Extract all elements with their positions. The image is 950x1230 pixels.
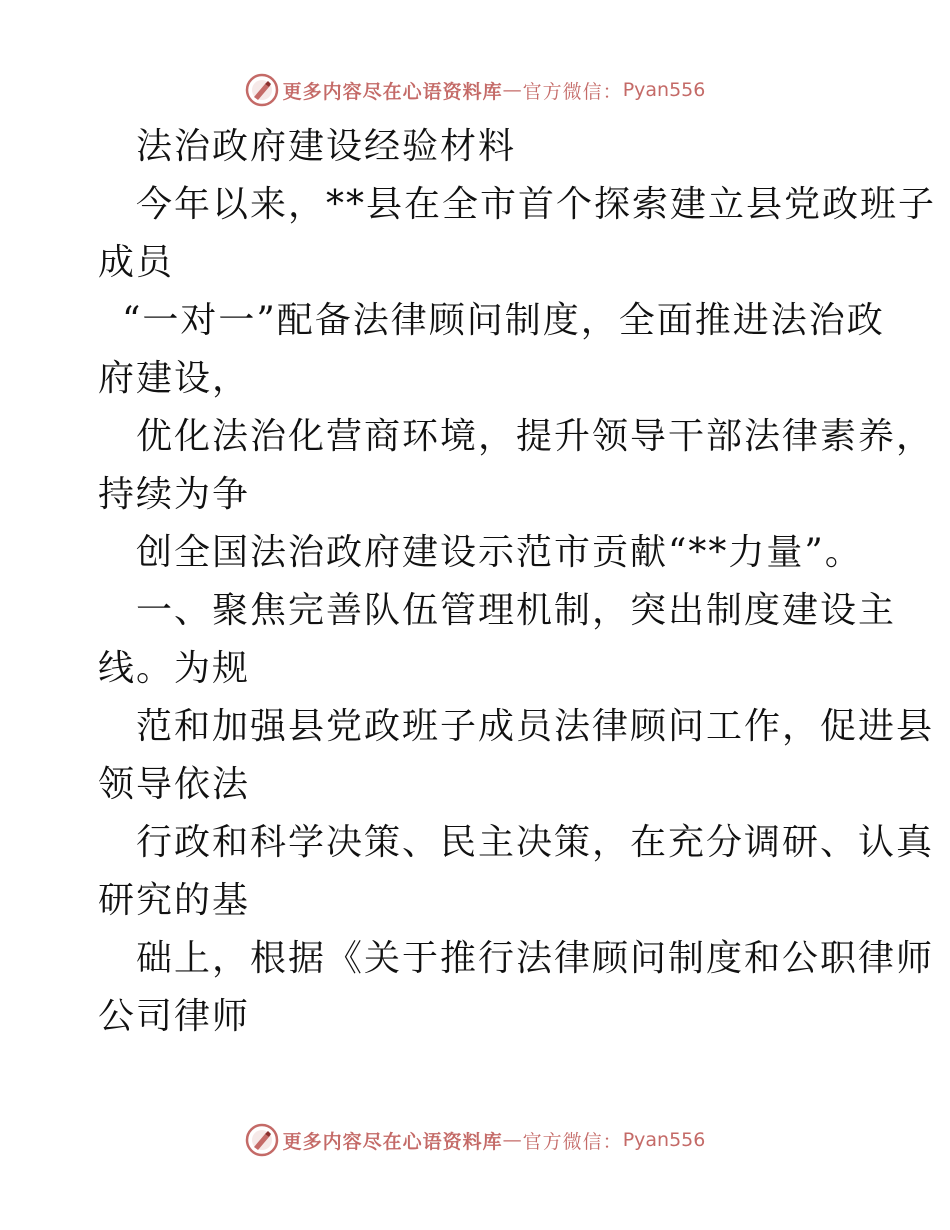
banner-wechat-id: Pyan556 <box>622 1129 706 1151</box>
banner-dash: — <box>502 1129 523 1151</box>
pen-logo-icon <box>245 73 279 107</box>
paragraph-line: 今年以来，**县在全市首个探索建立县党政班子 <box>136 184 937 225</box>
section-heading-line: 一、聚焦完善队伍管理机制，突出制度建设主 <box>136 590 897 631</box>
banner-dash: — <box>502 79 523 101</box>
paragraph-line: 公司律师 <box>98 996 251 1037</box>
paragraph-line: 府建设， <box>98 358 251 399</box>
paragraph-line: 领导依法 <box>98 764 251 805</box>
paragraph-line: 持续为争 <box>98 474 251 515</box>
header-watermark-banner <box>0 70 950 110</box>
footer-watermark-banner <box>0 1120 950 1160</box>
banner-brand-text: 更多内容尽在心语资料库 <box>282 80 503 103</box>
paragraph-line: 行政和科学决策、民主决策，在充分调研、认真 <box>136 822 935 863</box>
banner-wechat-label: 官方微信： <box>522 1130 623 1153</box>
banner-wechat-label: 官方微信： <box>522 80 623 103</box>
document-title: 法治政府建设经验材料 <box>136 126 517 167</box>
paragraph-line: 优化法治化营商环境，提升领导干部法律素养， <box>136 416 935 457</box>
document-body <box>98 118 937 1046</box>
banner-wechat-id: Pyan556 <box>622 79 706 101</box>
paragraph-line: 研究的基 <box>98 880 251 921</box>
pen-logo-icon <box>245 1123 279 1157</box>
banner-brand-text: 更多内容尽在心语资料库 <box>282 1130 503 1153</box>
paragraph-line: 础上，根据《关于推行法律顾问制度和公职律师 <box>136 938 935 979</box>
paragraph-line: 范和加强县党政班子成员法律顾问工作，促进县 <box>136 706 935 747</box>
paragraph-line: 成员 <box>98 242 175 283</box>
paragraph-line: 创全国法治政府建设示范市贡献“**力量”。 <box>136 532 863 573</box>
paragraph-line: 线。为规 <box>98 648 251 689</box>
paragraph-line: “一对一”配备法律顾问制度，全面推进法治政 <box>122 300 885 341</box>
